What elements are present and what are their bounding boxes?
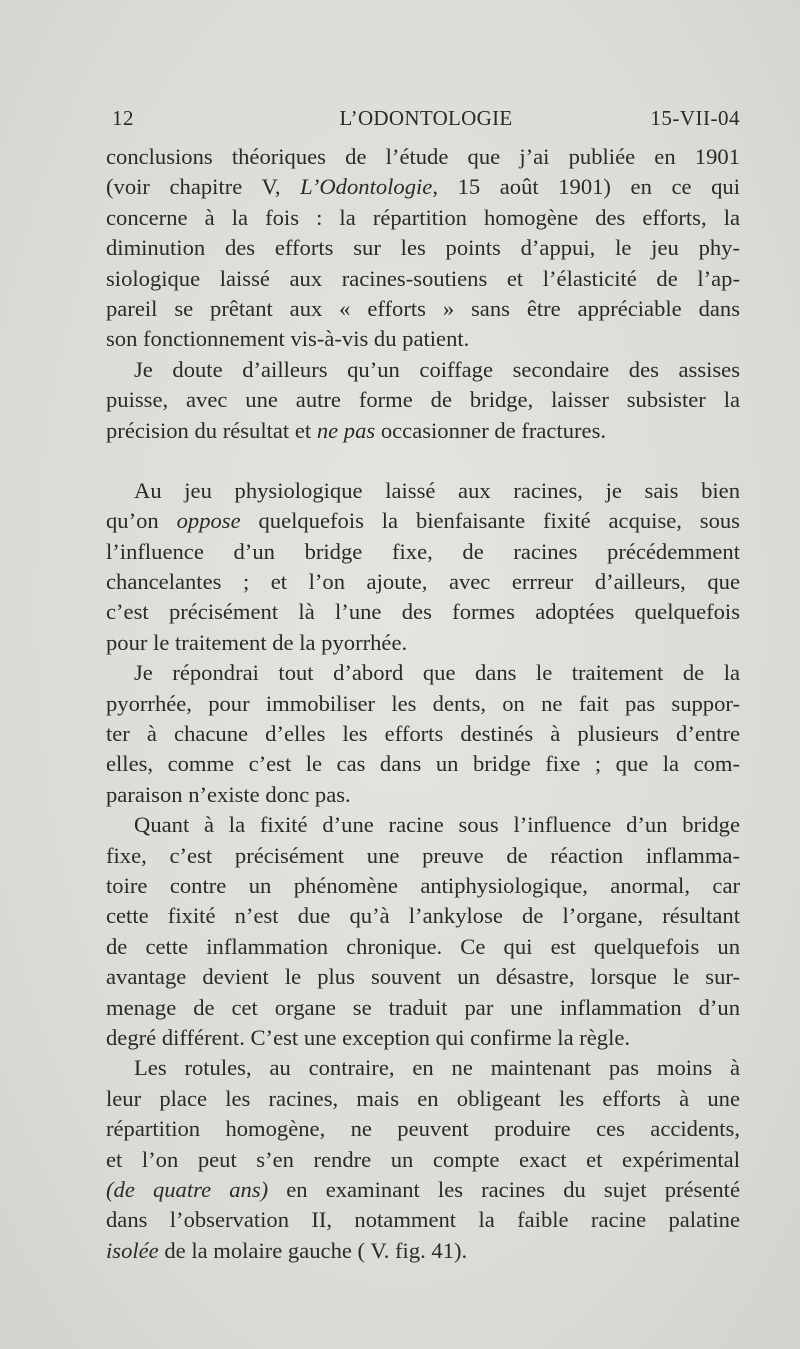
text-line <box>106 962 740 992</box>
text-line <box>106 597 740 627</box>
paragraph <box>106 658 740 810</box>
text-run: diminution des efforts sur les points d’appui, le jeu phy- <box>106 235 740 261</box>
text-line <box>106 1236 740 1266</box>
text-line <box>106 689 740 719</box>
text-run: Je doute d’ailleurs qu’un coiffage secondaire des assises <box>134 356 740 382</box>
running-header <box>112 106 740 136</box>
text-run: quelquefois la bienfaisante fixité acquise, sous <box>240 508 740 534</box>
text-line <box>106 233 740 263</box>
text-line <box>106 1053 740 1083</box>
text-line <box>106 416 740 446</box>
paragraph <box>106 476 740 658</box>
text-line <box>106 1175 740 1205</box>
text-line <box>106 1205 740 1235</box>
issue-date: 15-VII-04 <box>650 106 740 130</box>
text-run: fixe, c’est précisément une preuve de réaction inflamma- <box>106 842 740 868</box>
text-run: Quant à la fixité d’une racine sous l’influence d’un bridge <box>134 812 740 838</box>
text-line <box>106 476 740 506</box>
text-line <box>106 1145 740 1175</box>
text-line <box>106 841 740 871</box>
text-line <box>106 355 740 385</box>
text-line <box>106 993 740 1023</box>
text-run: elles, comme c’est le cas dans un bridge fixe ; que la com- <box>106 751 740 777</box>
text-run: dans l’observation II, notamment la faible racine palatine <box>106 1207 740 1233</box>
text-run: (voir chapitre V, <box>106 174 301 200</box>
text-run: occasionner de fractures. <box>375 417 607 443</box>
text-run: Les rotules, au contraire, en ne maintenant pas moins à <box>134 1055 740 1081</box>
text-run: son fonctionnement vis-à-vis du patient. <box>106 326 470 352</box>
italic-text: L’Odontologie, <box>300 174 438 200</box>
text-line <box>106 172 740 202</box>
text-line <box>106 142 740 172</box>
text-run: précision du résultat et <box>106 417 317 443</box>
text-run: c’est précisément là l’une des formes adoptées quelquefois <box>106 599 740 625</box>
text-line <box>106 719 740 749</box>
text-run: concerne à la fois : la répartition homogène des efforts, la <box>106 204 740 230</box>
text-line <box>106 871 740 901</box>
text-run: chancelantes ; et l’on ajoute, avec errreur d’ailleurs, que <box>106 569 740 595</box>
text-run: Je répondrai tout d’abord que dans le traitement de la <box>134 660 740 686</box>
text-run: en examinant les racines du sujet présenté <box>268 1176 740 1202</box>
text-run: qu’on <box>106 508 177 534</box>
text-line <box>106 901 740 931</box>
text-line <box>106 1084 740 1114</box>
text-run: Au jeu physiologique laissé aux racines, je sais bien <box>134 477 740 503</box>
text-run: paraison n’existe donc pas. <box>106 781 351 807</box>
text-line <box>106 658 740 688</box>
paragraph <box>106 1053 740 1266</box>
page-number: 12 <box>112 106 134 130</box>
italic-text: oppose <box>176 508 241 534</box>
text-run: ter à chacune d’elles les efforts destinés à plusieurs d’entre <box>106 721 740 747</box>
text-run: degré différent. C’est une exception qui confirme la règle. <box>106 1024 631 1050</box>
text-run: puisse, avec une autre forme de bridge, laisser subsister la <box>106 387 740 413</box>
paragraph <box>106 810 740 1053</box>
text-run: avantage devient le plus souvent un désastre, lorsque le sur- <box>106 964 740 990</box>
text-run: pour le traitement de la pyorrhée. <box>106 629 408 655</box>
text-run: 15 août 1901) en ce qui <box>437 174 740 200</box>
text-line <box>106 780 740 810</box>
text-run: répartition homogène, ne peuvent produire ces accidents, <box>106 1116 740 1142</box>
text-line <box>106 1114 740 1144</box>
text-run: cette fixité n’est due qu’à l’ankylose de l’organe, résultant <box>106 903 740 929</box>
text-run: menage de cet organe se traduit par une inflammation d’un <box>106 994 740 1020</box>
text-run: conclusions théoriques de l’étude que j’ai publiée en 1901 <box>106 144 740 169</box>
text-line <box>106 628 740 658</box>
text-run: de cette inflammation chronique. Ce qui est quelquefois un <box>106 933 740 959</box>
text-line <box>106 932 740 962</box>
text-line <box>106 1023 740 1053</box>
text-run: pareil se prêtant aux « efforts » sans être appréciable dans <box>106 295 740 321</box>
text-line <box>106 203 740 233</box>
text-line <box>106 749 740 779</box>
text-line <box>106 294 740 324</box>
text-line <box>106 506 740 536</box>
italic-text: (de quatre ans) <box>106 1176 269 1202</box>
text-line <box>106 810 740 840</box>
text-run: de la molaire gauche ( V. fig. 41). <box>158 1237 468 1263</box>
italic-text: isolée <box>106 1237 159 1263</box>
text-run: toire contre un phénomène antiphysiologique, anormal, car <box>106 872 740 898</box>
text-run: siologique laissé aux racines-soutiens et l’élasticité de l’ap- <box>106 265 740 291</box>
text-run: pyorrhée, pour immobiliser les dents, on ne fait pas suppor- <box>106 690 740 716</box>
text-line <box>106 567 740 597</box>
running-title: L’ODONTOLOGIE <box>339 106 513 130</box>
paragraph-gap <box>106 446 740 476</box>
paragraph <box>106 142 740 355</box>
text-line <box>106 264 740 294</box>
text-run: leur place les racines, mais en obligeant les efforts à une <box>106 1085 740 1111</box>
text-run: l’influence d’un bridge fixe, de racines précédemment <box>106 538 740 564</box>
text-line <box>106 324 740 354</box>
text-line <box>106 385 740 415</box>
body-text <box>106 142 740 1266</box>
text-line <box>106 537 740 567</box>
paragraph <box>106 355 740 446</box>
italic-text: ne pas <box>316 417 376 443</box>
text-run: et l’on peut s’en rendre un compte exact et expérimental <box>106 1146 740 1172</box>
